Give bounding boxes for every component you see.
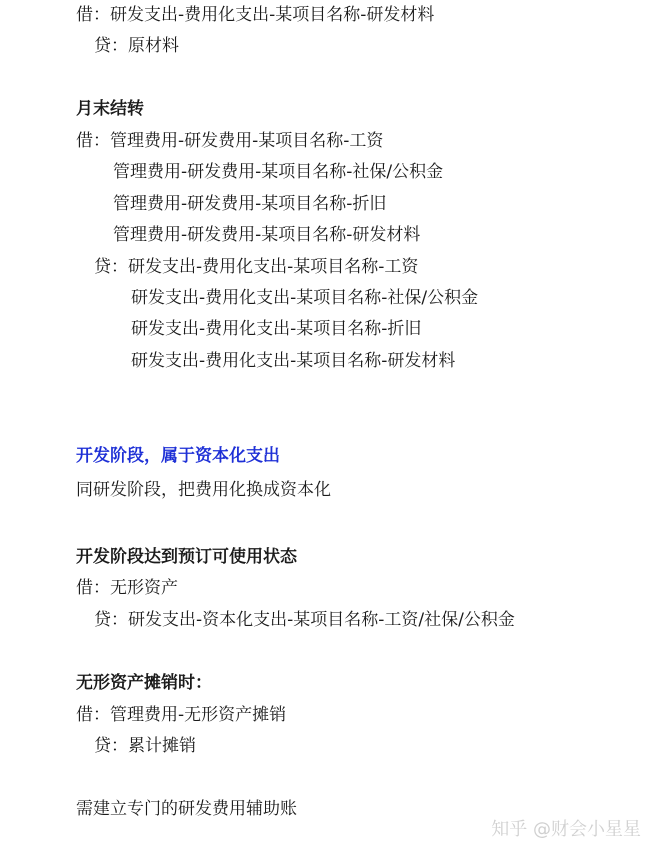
month-end-credit-line-3: 研发支出-费用化支出-某项目名称-折旧 (131, 319, 422, 339)
month-end-debit-line-1: 借：管理费用-研发费用-某项目名称-工资 (76, 131, 384, 151)
amortization-heading: 无形资产摊销时： (76, 673, 212, 693)
amortization-debit-line: 借：管理费用-无形资产摊销 (76, 705, 287, 725)
top-credit-line: 贷：原材料 (94, 36, 179, 56)
month-end-debit-line-3: 管理费用-研发费用-某项目名称-折旧 (113, 194, 387, 214)
month-end-credit-line-2: 研发支出-费用化支出-某项目名称-社保/公积金 (131, 288, 479, 308)
month-end-debit-line-2: 管理费用-研发费用-某项目名称-社保/公积金 (113, 162, 444, 182)
month-end-credit-line-4: 研发支出-费用化支出-某项目名称-研发材料 (131, 351, 456, 371)
month-end-credit-line-1: 贷：研发支出-费用化支出-某项目名称-工资 (94, 257, 419, 277)
amortization-credit-line: 贷：累计摊销 (94, 736, 196, 756)
dev-stage-heading: 开发阶段，属于资本化支出 (76, 446, 280, 466)
ready-credit-line: 贷：研发支出-资本化支出-某项目名称-工资/社保/公积金 (94, 610, 515, 630)
ready-for-use-heading: 开发阶段达到预订可使用状态 (76, 547, 297, 567)
month-end-debit-line-4: 管理费用-研发费用-某项目名称-研发材料 (113, 225, 421, 245)
watermark-text: 知乎 @财会小星星 (491, 819, 641, 840)
ready-debit-line: 借：无形资产 (76, 578, 178, 598)
top-debit-line: 借：研发支出-费用化支出-某项目名称-研发材料 (76, 5, 435, 25)
dev-stage-text: 同研发阶段，把费用化换成资本化 (76, 480, 331, 500)
closing-note: 需建立专门的研发费用辅助账 (76, 799, 297, 819)
month-end-heading: 月末结转 (76, 99, 144, 119)
